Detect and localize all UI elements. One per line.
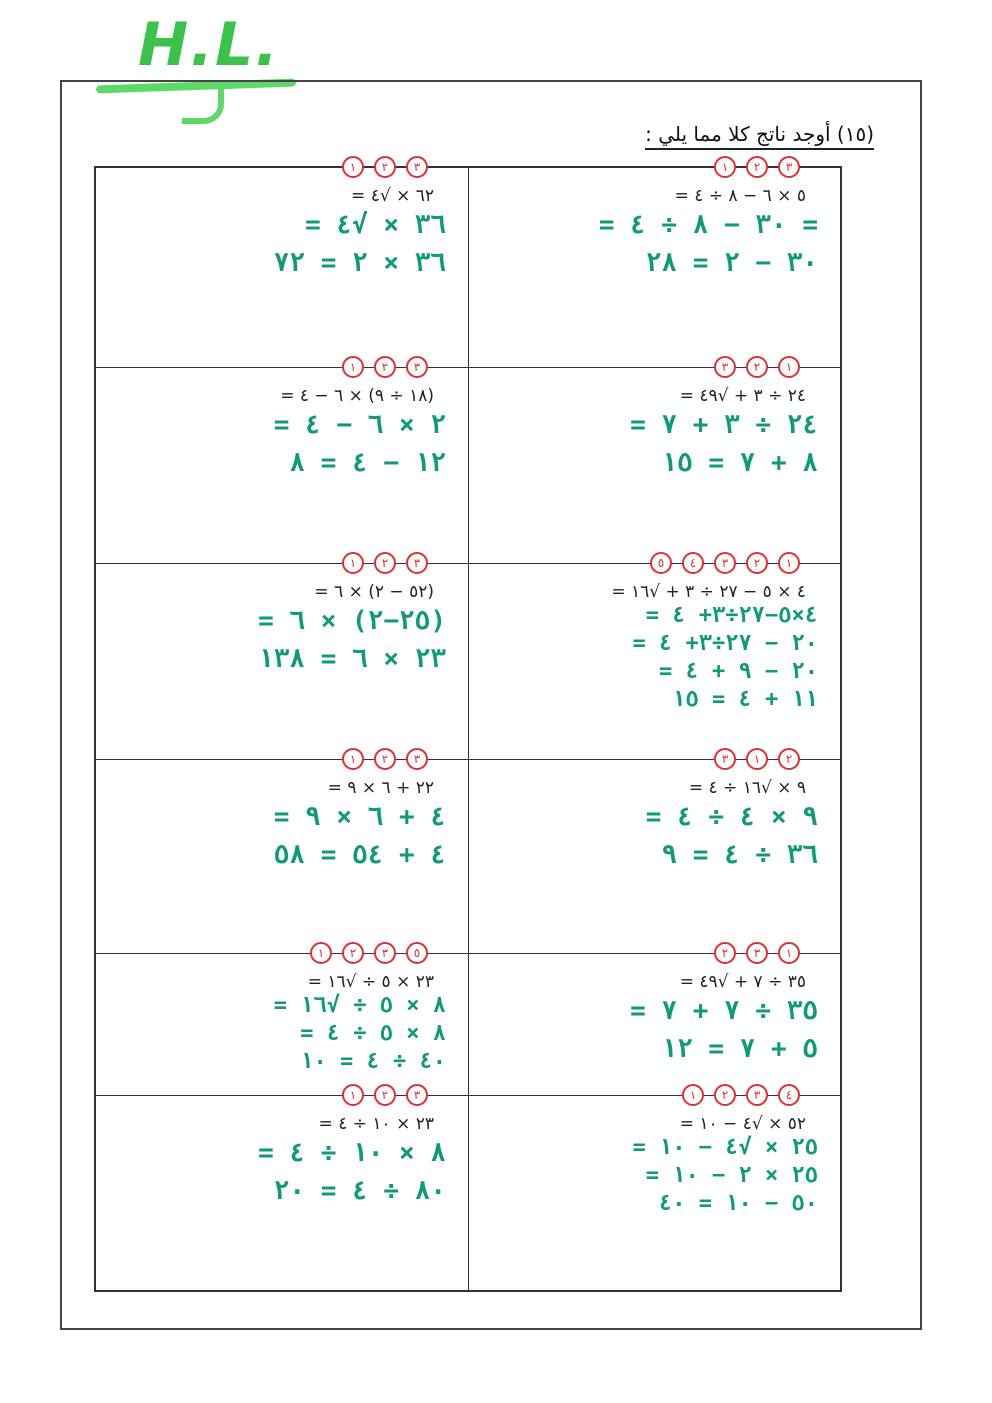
problem-expression: ٦٢ × √٤ = [351, 186, 434, 206]
step-number-circle: ٣ [714, 356, 736, 378]
exercise-cell [96, 1088, 468, 1290]
handwritten-work-line: ٣٦ × √٤ = [305, 210, 446, 240]
step-number-circle: ٣ [746, 942, 768, 964]
exercise-heading: (١٥) أوجد ناتج كلا مما يلي : [645, 122, 874, 150]
step-number-circle: ٥ [650, 552, 672, 574]
problem-expression: ٢٣ × ٥ ÷ √١٦ = [307, 972, 434, 992]
step-number-circle: ١ [746, 748, 768, 770]
step-number-circle: ١ [778, 356, 800, 378]
handwritten-work-line: ٢٥ × √٤ − ١٠ = [632, 1135, 818, 1160]
step-number-circle: ١ [778, 942, 800, 964]
exercise-cell [468, 160, 840, 368]
handwritten-work-line: ٣٦ × ٢ = ٧٢ [273, 248, 446, 278]
handwritten-work-line: ٢ × ٦ − ٤ = [273, 410, 446, 440]
problem-expression: ٥ × ٦ − ٨ ÷ ٤ = [674, 186, 806, 206]
step-number-circle: ٣ [778, 156, 800, 178]
handwritten-work-line: ٤×٥−٢٧÷٣+ ٤ = [645, 603, 818, 628]
step-number-circle: ١ [778, 552, 800, 574]
step-order-markers [342, 356, 428, 378]
step-number-circle: ٢ [374, 552, 396, 574]
step-number-circle: ١ [714, 156, 736, 178]
exercise-grid [94, 160, 842, 1292]
exercise-cell [96, 556, 468, 760]
step-number-circle: ٢ [746, 356, 768, 378]
step-number-circle: ٣ [714, 748, 736, 770]
problem-expression: ٣٥ ÷ ٧ + √٤٩ = [679, 972, 806, 992]
step-number-circle: ٢ [342, 942, 364, 964]
step-order-markers [682, 1084, 800, 1106]
problem-expression: ٢٢ + ٦ × ٩ = [327, 778, 434, 798]
handwritten-work-line: ٤ + ٦ × ٩ = [273, 802, 446, 832]
handwritten-work-line: ٢٠ − ٩ + ٤ = [659, 659, 818, 684]
problem-expression: ٤ × ٥ − ٢٧ ÷ ٣ + √١٦ = [611, 582, 806, 602]
step-number-circle: ١ [342, 156, 364, 178]
exercise-cell [468, 556, 840, 760]
step-number-circle: ٣ [406, 356, 428, 378]
exercise-cell [468, 946, 840, 1096]
step-order-markers [650, 552, 800, 574]
step-order-markers [342, 552, 428, 574]
hl-mark: H.L. [138, 10, 281, 80]
handwritten-work-line: ٣٠ − ٢ = ٢٨ [645, 248, 818, 278]
step-number-circle: ٣ [406, 748, 428, 770]
step-order-markers [342, 156, 428, 178]
problem-expression: ٩ × √١٦ ÷ ٤ = [688, 778, 806, 798]
handwritten-work-line: ١١ + ٤ = ١٥ [672, 687, 818, 712]
step-number-circle: ٢ [778, 748, 800, 770]
step-number-circle: ٥ [406, 942, 428, 964]
exercise-cell [468, 752, 840, 954]
step-number-circle: ٢ [374, 156, 396, 178]
problem-expression: ٥٢ × √٤ − ١٠ = [679, 1114, 806, 1134]
handwritten-work-line: ٨ × ٥ ÷ √١٦ = [273, 993, 446, 1018]
handwritten-work-line: ٢٣ × ٦ = ١٣٨ [258, 644, 446, 674]
handwritten-work-line: ٥ + ٧ = ١٢ [661, 1034, 818, 1064]
step-number-circle: ٣ [406, 156, 428, 178]
step-number-circle: ٣ [406, 552, 428, 574]
exercise-cell [96, 160, 468, 368]
handwritten-work-line: ٨ × ١٠ ÷ ٤ = [258, 1138, 446, 1168]
step-number-circle: ٢ [374, 356, 396, 378]
problem-expression: (٥٢ − ٢) × ٦ = [314, 582, 434, 602]
handwritten-work-line: ٣٦ ÷ ٤ = ٩ [661, 840, 818, 870]
handwritten-work-line: ٢٤ ÷ ٣ + ٧ = [630, 410, 818, 440]
step-number-circle: ١ [682, 1084, 704, 1106]
step-order-markers [714, 356, 800, 378]
step-number-circle: ٢ [374, 748, 396, 770]
step-number-circle: ٣ [746, 1084, 768, 1106]
exercise-cell [468, 360, 840, 564]
step-order-markers [714, 942, 800, 964]
step-number-circle: ٤ [778, 1084, 800, 1106]
handwritten-work-line: ٨ + ٧ = ١٥ [661, 448, 818, 478]
handwritten-work-line: ٤ + ٥٤ = ٥٨ [273, 840, 446, 870]
step-number-circle: ٢ [374, 1084, 396, 1106]
handwritten-work-line: ٢٠ − ٢٧÷٣+ ٤ = [632, 631, 818, 656]
handwritten-work-line: (٢٥−٢) × ٦ = [258, 606, 446, 636]
exercise-cell [96, 946, 468, 1096]
handwritten-work-line: ٢٥ × ٢ − ١٠ = [645, 1163, 818, 1188]
handwritten-work-line: = ٣٠ − ٨ ÷ ٤ = [598, 210, 818, 240]
handwritten-work-line: ٨ × ٥ ÷ ٤ = [300, 1021, 446, 1046]
step-number-circle: ٤ [682, 552, 704, 574]
step-order-markers [714, 156, 800, 178]
step-number-circle: ٣ [406, 1084, 428, 1106]
step-number-circle: ١ [342, 356, 364, 378]
problem-expression: (١٨ ÷ ٩) × ٦ − ٤ = [280, 386, 434, 406]
problem-expression: ٢٤ ÷ ٣ + √٤٩ = [679, 386, 806, 406]
handwritten-work-line: ١٢ − ٤ = ٨ [289, 448, 446, 478]
exercise-cell [96, 360, 468, 564]
handwritten-work-line: ٥٠ − ١٠ = ٤٠ [659, 1191, 818, 1216]
step-number-circle: ١ [342, 748, 364, 770]
handwritten-work-line: ٤٠ ÷ ٤ = ١٠ [300, 1049, 446, 1074]
problem-expression: ٢٣ × ١٠ ÷ ٤ = [318, 1114, 434, 1134]
step-number-circle: ١ [342, 552, 364, 574]
step-number-circle: ٢ [746, 156, 768, 178]
step-order-markers [342, 748, 428, 770]
handwritten-work-line: ٣٥ ÷ ٧ + ٧ = [630, 996, 818, 1026]
step-number-circle: ٣ [714, 552, 736, 574]
step-number-circle: ١ [310, 942, 332, 964]
handwritten-work-line: ٨٠ ÷ ٤ = ٢٠ [273, 1176, 446, 1206]
step-number-circle: ٣ [374, 942, 396, 964]
step-number-circle: ٢ [714, 1084, 736, 1106]
step-order-markers [342, 1084, 428, 1106]
exercise-cell [468, 1088, 840, 1290]
step-order-markers [714, 748, 800, 770]
step-number-circle: ٢ [746, 552, 768, 574]
step-number-circle: ٢ [714, 942, 736, 964]
step-order-markers [310, 942, 428, 964]
handwritten-work-line: ٩ × ٤ ÷ ٤ = [645, 802, 818, 832]
step-number-circle: ١ [342, 1084, 364, 1106]
exercise-cell [96, 752, 468, 954]
